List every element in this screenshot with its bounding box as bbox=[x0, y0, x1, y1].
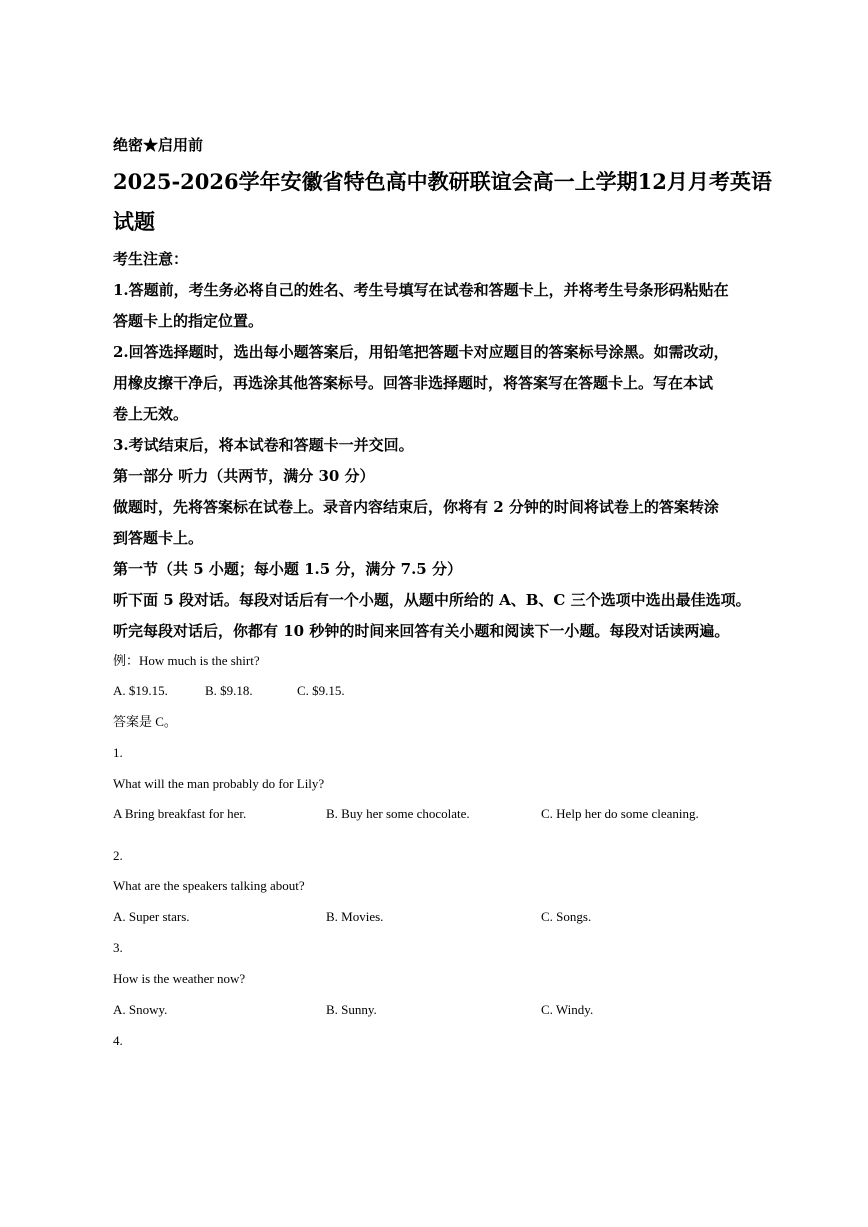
notice-item-2-line-2: 用橡皮擦干净后，再选涂其他答案标号。回答非选择题时，将答案写在答题卡上。写在本试 bbox=[113, 374, 714, 392]
question-3-option-a: A. Snowy. bbox=[113, 1002, 168, 1017]
question-1-option-a: A Bring breakfast for her. bbox=[113, 806, 247, 821]
example-option-a: A. $19.15. bbox=[113, 683, 168, 698]
question-2-text: What are the speakers talking about? bbox=[113, 878, 305, 893]
notice-item-1-line-1: 1.答题前，考生务必将自己的姓名、考生号填写在试卷和答题卡上，并将考生号条形码粘贴在 bbox=[113, 281, 729, 299]
example-option-c: C. $9.15. bbox=[297, 683, 345, 698]
part-1-heading: 第一部分 听力（共两节，满分 30 分） bbox=[113, 467, 375, 485]
question-3-text: How is the weather now? bbox=[113, 971, 246, 986]
question-2-option-b: B. Movies. bbox=[326, 909, 384, 924]
question-4-number: 4. bbox=[113, 1033, 123, 1048]
section-1-intro-line-1: 听下面 5 段对话。每段对话后有一个小题，从题中所给的 A、B、C 三个选项中选出最佳选项。 bbox=[113, 591, 751, 609]
part-1-intro-line-1: 做题时，先将答案标在试卷上。录音内容结束后，你将有 2 分钟的时间将试卷上的答案转涂 bbox=[113, 498, 719, 516]
part-1-intro-line-2: 到答题卡上。 bbox=[113, 529, 204, 547]
notice-item-3-line-1: 3.考试结束后，将本试卷和答题卡一并交回。 bbox=[113, 436, 414, 454]
notice-item-2-line-3: 卷上无效。 bbox=[113, 405, 189, 423]
section-1-heading: 第一节（共 5 小题；每小题 1.5 分，满分 7.5 分） bbox=[113, 560, 462, 578]
question-2-option-c: C. Songs. bbox=[541, 909, 592, 924]
example-answer: 答案是 C。 bbox=[113, 714, 177, 729]
notice-heading: 考生注意： bbox=[113, 250, 189, 268]
example-question: 例：How much is the shirt? bbox=[113, 653, 260, 668]
question-3-option-b: B. Sunny. bbox=[326, 1002, 377, 1017]
question-1-option-b: B. Buy her some chocolate. bbox=[326, 806, 470, 821]
notice-item-1-line-2: 答题卡上的指定位置。 bbox=[113, 312, 264, 330]
question-2-number: 2. bbox=[113, 848, 123, 863]
question-2-option-a: A. Super stars. bbox=[113, 909, 190, 924]
secret-label: 绝密★启用前 bbox=[113, 136, 204, 154]
question-3-option-c: C. Windy. bbox=[541, 1002, 594, 1017]
example-option-b: B. $9.18. bbox=[205, 683, 253, 698]
question-1-number: 1. bbox=[113, 745, 123, 760]
notice-item-2-line-1: 2.回答选择题时，选出每小题答案后，用铅笔把答题卡对应题目的答案标号涂黑。如需改动， bbox=[113, 343, 729, 361]
section-1-intro-line-2: 听完每段对话后，你都有 10 秒钟的时间来回答有关小题和阅读下一小题。每段对话读两遍。 bbox=[113, 622, 730, 640]
question-3-number: 3. bbox=[113, 940, 123, 955]
exam-title-line-2: 试题 bbox=[113, 209, 155, 234]
exam-title-line-1: 2025-2026学年安徽省特色高中教研联谊会高一上学期12月月考英语 bbox=[113, 169, 772, 194]
question-1-text: What will the man probably do for Lily? bbox=[113, 776, 325, 791]
question-1-option-c: C. Help her do some cleaning. bbox=[541, 806, 699, 821]
